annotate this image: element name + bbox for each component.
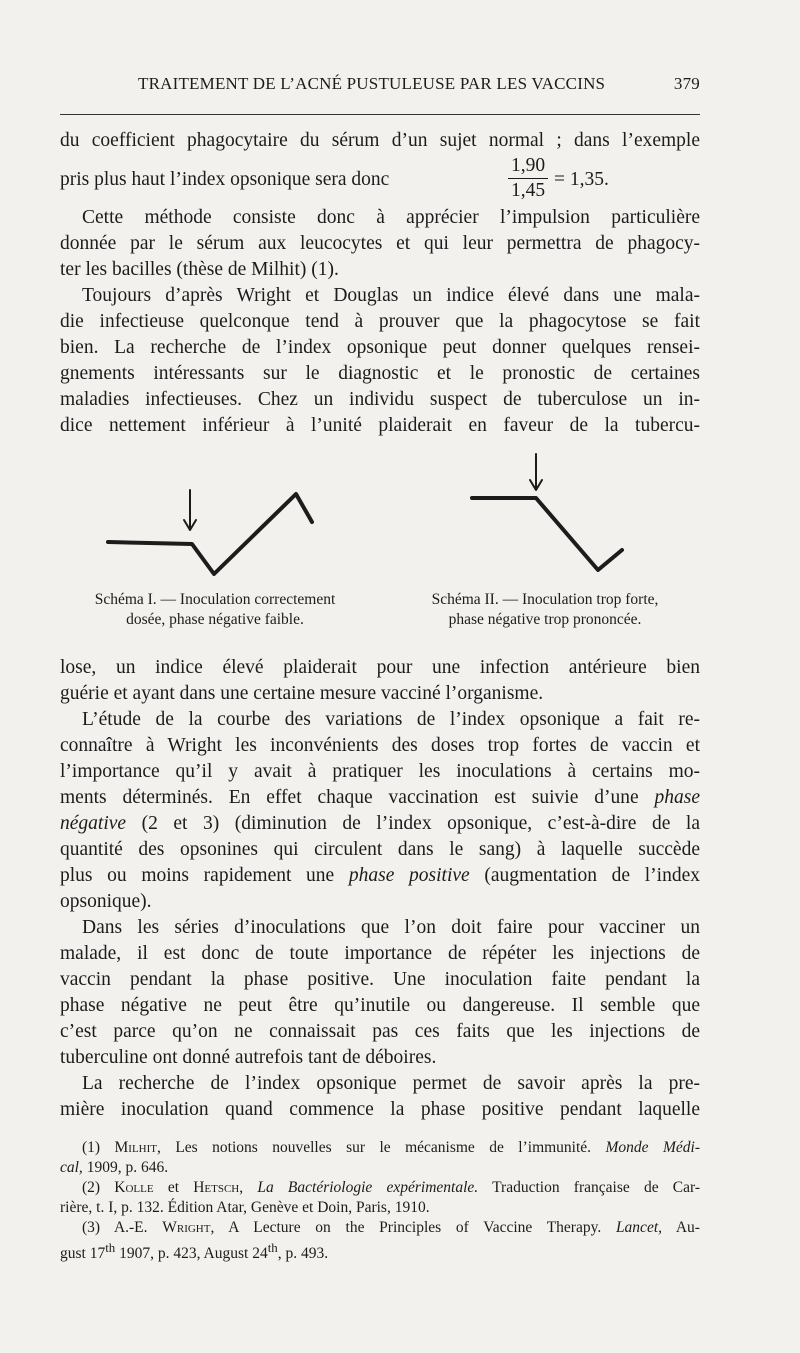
text-line: mière inoculation quand commence la phase positive pendant laquelle (60, 1099, 700, 1120)
paragraph-7 (60, 1071, 700, 1123)
text-line: lose, un indice élevé plaiderait pour une infection antérieure bien (60, 657, 700, 678)
running-header (60, 74, 700, 94)
fraction-numerator: 1,90 (508, 154, 548, 179)
caption-line: dosée, phase négative faible. (126, 611, 304, 628)
fraction (508, 154, 548, 203)
text-line: gnements intéressants sur le diagnostic et le pronostic de certaines (60, 363, 700, 384)
text-run: 1909, p. 646. (86, 1159, 169, 1176)
text-line: vaccin pendant la phase positive. Une inoculation faite pendant la (60, 969, 700, 990)
paragraph-1 (60, 128, 700, 206)
fraction-result: = 1,35. (554, 169, 609, 190)
superscript: th (267, 1240, 278, 1255)
caption-line: Schéma II. — Inoculation trop forte, (431, 591, 659, 608)
running-title: TRAITEMENT DE L’ACNÉ PUSTULEUSE PAR LES VACCINS (138, 74, 606, 93)
schema-2-caption (390, 590, 700, 630)
footnote-author: Milhit, (114, 1139, 161, 1156)
schema-2-curve (472, 454, 622, 570)
text-line: ter les bacilles (thèse de Milhit) (1). (60, 259, 339, 280)
text-line: connaître à Wright les inconvénients des doses trop fortes de vaccin et (60, 735, 700, 756)
footnote-author: Kolle (114, 1179, 154, 1196)
text-line (60, 1218, 700, 1238)
text-line: pris plus haut l’index opsonique sera donc (60, 169, 390, 190)
footnote-mark: (2) (82, 1179, 101, 1196)
emphasis: phase positive (348, 865, 470, 886)
text-line: Toujours d’après Wright et Douglas un indice élevé dans une mala- (82, 285, 700, 306)
text-line: die infectieuse quelconque tend à prouver que la phagocytose se fait (60, 311, 700, 332)
text-run: A Lecture on the Principles of Vaccine Therapy. (228, 1219, 602, 1236)
schema-1-curve (108, 490, 312, 574)
formula-line (60, 154, 700, 206)
paragraph-5 (60, 707, 700, 915)
text-run: , p. 493. (277, 1245, 329, 1263)
footnote-3 (60, 1218, 700, 1264)
text-line (60, 1158, 700, 1178)
text-line: l’importance qu’il y avait à pratiquer les inoculations à certains mo- (60, 761, 700, 782)
text-line: Dans les séries d’inoculations que l’on doit faire pour vacciner un (82, 917, 700, 938)
text-run: plus ou moins rapidement une (60, 865, 335, 886)
text-line (60, 811, 700, 837)
footnote-author: Hetsch, (193, 1179, 244, 1196)
text-run: et (167, 1179, 179, 1196)
text-line (60, 1138, 700, 1158)
schema-1-caption (60, 590, 370, 630)
schema-figures (60, 450, 700, 650)
text-line: Cette méthode consiste donc à apprécier l’impulsion particulière (82, 207, 700, 228)
footnote-title: La Bactériologie expérimentale. (257, 1179, 479, 1196)
text-line: guérie et ayant dans une certaine mesure vacciné l’organisme. (60, 683, 544, 704)
footnote-mark: (3) (82, 1219, 101, 1236)
text-line: L’étude de la courbe des variations de l’index opsonique a fait re- (82, 709, 700, 730)
text-line (60, 785, 700, 811)
footnotes (60, 1138, 700, 1264)
text-line (60, 1178, 700, 1198)
footnote-journal: cal, (60, 1159, 83, 1176)
text-line: rière, t. I, p. 132. Édition Atar, Genève et Doin, Paris, 1910. (60, 1199, 430, 1216)
header-rule (60, 114, 700, 115)
text-line: phase négative ne peut être qu’inutile ou dangereuse. Il semble que (60, 995, 700, 1016)
text-line: du coefficient phagocytaire du sérum d’un sujet normal ; dans l’exemple (60, 130, 700, 151)
emphasis: négative (60, 813, 127, 834)
text-line: donnée par le sérum aux leucocytes et qui leur permettra de phagocy- (60, 233, 700, 254)
emphasis: phase (654, 787, 700, 808)
footnote-mark: (1) (82, 1139, 101, 1156)
footnote-2 (60, 1178, 700, 1218)
footnote-author: Wright, (162, 1219, 215, 1236)
text-run: (2 et 3) (diminution de l’index opsonique, c’est-à-dire de la (141, 813, 700, 834)
footnote-journal: Lancet, (615, 1219, 662, 1236)
text-line: quantité des opsonines qui circulent dans le sang) à laquelle succède (60, 839, 700, 860)
footnote-1 (60, 1138, 700, 1178)
text-run: A.-E. (113, 1219, 148, 1236)
superscript: th (105, 1240, 116, 1255)
text-line: malade, il est donc de toute importance de répéter les injections de (60, 943, 700, 964)
text-run: (augmentation de l’index (484, 865, 700, 886)
text-line: c’est parce qu’on ne connaissait pas ces faits que les injections de (60, 1021, 700, 1042)
text-run: ments déterminés. En effet chaque vaccination est suivie d’une (60, 787, 639, 808)
text-line: La recherche de l’index opsonique permet de savoir après la pre- (82, 1073, 700, 1094)
text-run: Traduction française de Car- (492, 1179, 701, 1196)
text-run: Au- (675, 1219, 700, 1236)
paragraph-6 (60, 915, 700, 1071)
text-line: bien. La recherche de l’index opsonique peut donner quelques rensei- (60, 337, 700, 358)
text-line (60, 1238, 700, 1264)
footnote-journal: Monde Médi- (605, 1139, 700, 1156)
paragraph-2 (60, 205, 700, 283)
caption-line: phase négative trop prononcée. (448, 611, 642, 628)
text-run: gust 17 (60, 1245, 106, 1263)
paragraph-3 (60, 283, 700, 439)
text-line: dice nettement inférieur à l’unité plaiderait en faveur de la tubercu- (60, 415, 700, 436)
text-line: opsonique). (60, 891, 152, 912)
text-line: maladies infectieuses. Chez un individu suspect de tuberculose un in- (60, 389, 700, 410)
text-run: 1907, p. 423, August 24 (119, 1245, 268, 1263)
fraction-denominator: 1,45 (510, 180, 546, 201)
text-line: tuberculine ont donné autrefois tant de déboires. (60, 1047, 437, 1068)
text-line (60, 863, 700, 889)
paragraph-4 (60, 655, 700, 707)
caption-line: Schéma I. — Inoculation correctement (94, 591, 336, 608)
text-run: Les notions nouvelles sur le mécanisme de l’immunité. (175, 1139, 592, 1156)
page-number: 379 (673, 74, 700, 93)
schema-drawings (60, 450, 700, 590)
